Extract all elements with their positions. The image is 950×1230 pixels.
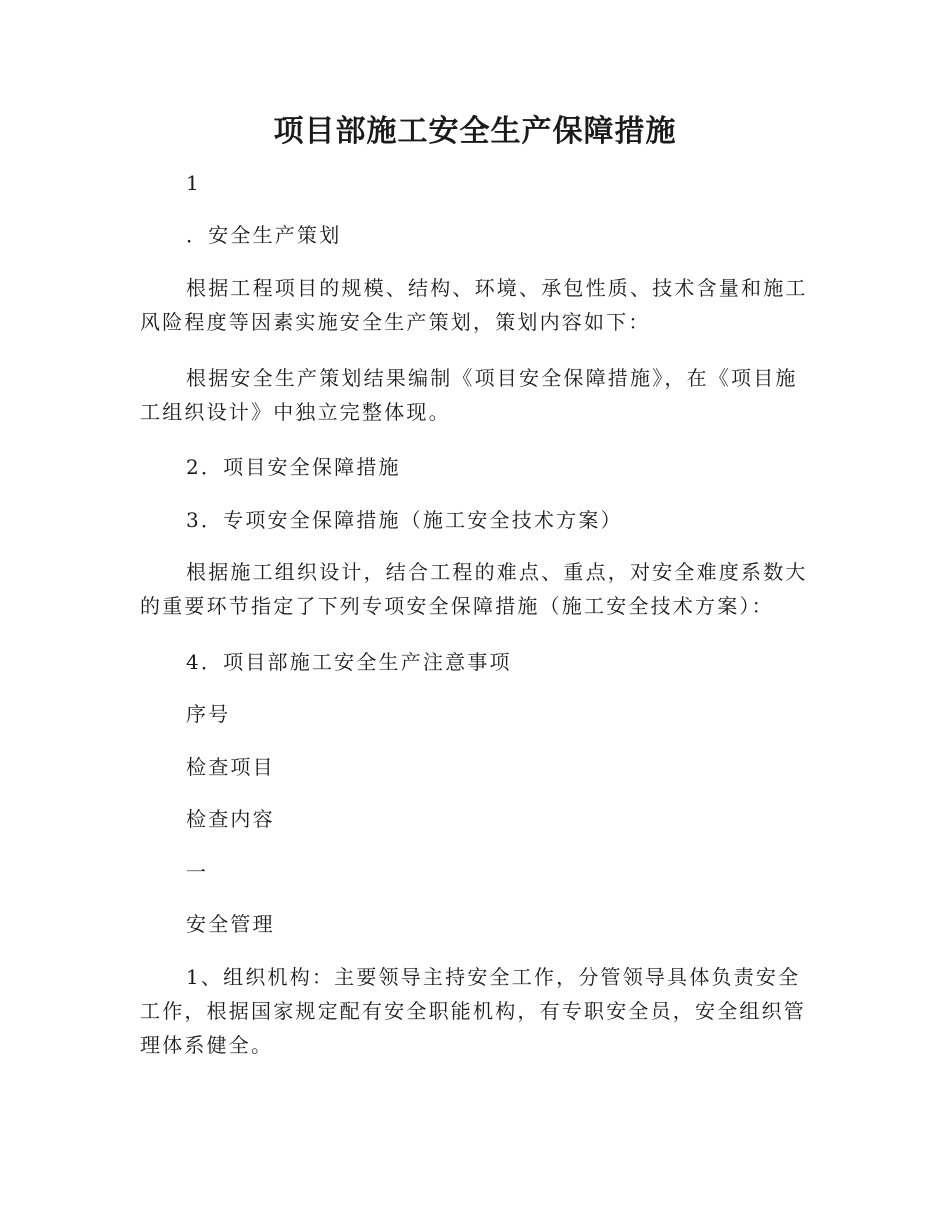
paragraph-planning-result: 根据安全生产策划结果编制《项目安全保障措施》，在《项目施工组织设计》中独立完整体现。 bbox=[140, 366, 798, 424]
document-title: 项目部施工安全生产保障措施 bbox=[273, 114, 677, 149]
paragraph-item-one: 一 bbox=[186, 860, 209, 884]
paragraph-safety-management: 安全管理 bbox=[186, 912, 275, 936]
paragraph-special-measures: 根据施工组织设计，结合工程的难点、重点，对安全难度系数大的重要环节指定了下列专项安全保障措施（施工安全技术方案）： bbox=[140, 560, 808, 618]
paragraph-organization: 1、组织机构：主要领导主持安全工作，分管领导具体负责安全工作，根据国家规定配有安全职能机构，有专职安全员，安全组织管理体系健全。 bbox=[140, 965, 806, 1057]
paragraph-section-number: 1 bbox=[186, 171, 201, 195]
paragraph-check-item-label: 检查项目 bbox=[186, 755, 275, 779]
paragraph-safety-planning-heading: ．安全生产策划 bbox=[186, 223, 342, 247]
paragraph-heading-2: 2．项目安全保障措施 bbox=[186, 455, 401, 479]
paragraph-heading-3: 3．专项安全保障措施（施工安全技术方案） bbox=[186, 508, 623, 532]
paragraph-check-content-label: 检查内容 bbox=[186, 807, 275, 831]
paragraph-planning-basis: 根据工程项目的规模、结构、环境、承包性质、技术含量和施工风险程度等因素实施安全生产策划，策划内容如下： bbox=[140, 276, 808, 334]
paragraph-heading-4: 4．项目部施工安全生产注意事项 bbox=[186, 650, 512, 674]
paragraph-serial-number-label: 序号 bbox=[186, 702, 231, 726]
